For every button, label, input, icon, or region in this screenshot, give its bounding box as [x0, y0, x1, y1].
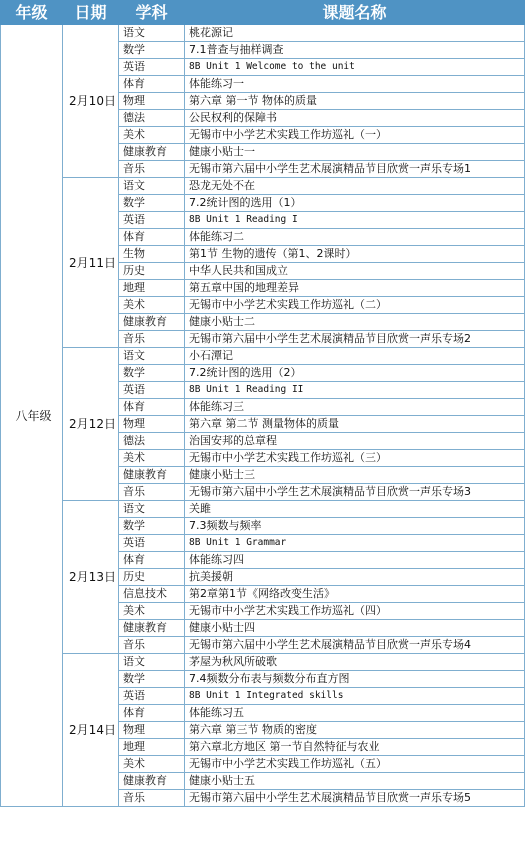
- subject-cell: 语文: [119, 654, 185, 671]
- subject-cell: 美术: [119, 297, 185, 314]
- topic-cell: 健康小贴士四: [185, 620, 525, 637]
- subject-cell: 语文: [119, 25, 185, 42]
- topic-cell: 第六章 第一节 物体的质量: [185, 93, 525, 110]
- topic-cell: 公民权利的保障书: [185, 110, 525, 127]
- topic-cell: 7.1普查与抽样调查: [185, 42, 525, 59]
- subject-cell: 数学: [119, 518, 185, 535]
- topic-cell: 治国安邦的总章程: [185, 433, 525, 450]
- subject-cell: 物理: [119, 722, 185, 739]
- table-row: [1, 501, 525, 518]
- subject-cell: 音乐: [119, 331, 185, 348]
- date-cell: 2月11日: [63, 178, 119, 348]
- topic-cell: 健康小贴士三: [185, 467, 525, 484]
- subject-cell: 英语: [119, 59, 185, 76]
- topic-cell: 体能练习一: [185, 76, 525, 93]
- subject-cell: 英语: [119, 382, 185, 399]
- subject-cell: 美术: [119, 756, 185, 773]
- topic-cell: 体能练习五: [185, 705, 525, 722]
- subject-cell: 美术: [119, 127, 185, 144]
- topic-cell: 无锡市中小学艺术实践工作坊巡礼（二）: [185, 297, 525, 314]
- topic-cell: 无锡市中小学艺术实践工作坊巡礼（五）: [185, 756, 525, 773]
- topic-cell: 抗美援朝: [185, 569, 525, 586]
- header-grade: 年级: [1, 1, 63, 25]
- table-body: [1, 25, 525, 807]
- topic-cell: 健康小贴士二: [185, 314, 525, 331]
- subject-cell: 音乐: [119, 484, 185, 501]
- subject-cell: 体育: [119, 229, 185, 246]
- subject-cell: 健康教育: [119, 620, 185, 637]
- topic-cell: 第六章北方地区 第一节自然特征与农业: [185, 739, 525, 756]
- subject-cell: 数学: [119, 365, 185, 382]
- header-topic: 课题名称: [185, 1, 525, 25]
- date-cell: 2月14日: [63, 654, 119, 807]
- subject-cell: 体育: [119, 552, 185, 569]
- topic-cell: 无锡市第六届中小学生艺术展演精品节目欣赏一声乐专场4: [185, 637, 525, 654]
- topic-cell: 无锡市中小学艺术实践工作坊巡礼（四）: [185, 603, 525, 620]
- subject-cell: 德法: [119, 433, 185, 450]
- subject-cell: 德法: [119, 110, 185, 127]
- subject-cell: 历史: [119, 263, 185, 280]
- topic-cell: 第1节 生物的遗传（第1、2课时）: [185, 246, 525, 263]
- subject-cell: 美术: [119, 603, 185, 620]
- topic-cell: 8B Unit 1 Integrated skills: [185, 688, 525, 705]
- subject-cell: 体育: [119, 705, 185, 722]
- topic-cell: 茅屋为秋风所破歌: [185, 654, 525, 671]
- topic-cell: 无锡市中小学艺术实践工作坊巡礼（三）: [185, 450, 525, 467]
- topic-cell: 体能练习三: [185, 399, 525, 416]
- topic-cell: 7.2统计图的选用（2）: [185, 365, 525, 382]
- subject-cell: 历史: [119, 569, 185, 586]
- header-subject: 学科: [119, 1, 185, 25]
- subject-cell: 体育: [119, 399, 185, 416]
- date-cell: 2月12日: [63, 348, 119, 501]
- table-row: [1, 178, 525, 195]
- subject-cell: 信息技术: [119, 586, 185, 603]
- subject-cell: 英语: [119, 688, 185, 705]
- subject-cell: 健康教育: [119, 314, 185, 331]
- topic-cell: 恐龙无处不在: [185, 178, 525, 195]
- subject-cell: 地理: [119, 280, 185, 297]
- topic-cell: 7.3频数与频率: [185, 518, 525, 535]
- topic-cell: 8B Unit 1 Grammar: [185, 535, 525, 552]
- subject-cell: 生物: [119, 246, 185, 263]
- subject-cell: 音乐: [119, 161, 185, 178]
- subject-cell: 英语: [119, 535, 185, 552]
- topic-cell: 体能练习四: [185, 552, 525, 569]
- grade-cell: 八年级: [1, 25, 63, 807]
- subject-cell: 语文: [119, 348, 185, 365]
- topic-cell: 第六章 第三节 物质的密度: [185, 722, 525, 739]
- subject-cell: 语文: [119, 178, 185, 195]
- topic-cell: 第六章 第二节 测量物体的质量: [185, 416, 525, 433]
- topic-cell: 无锡市中小学艺术实践工作坊巡礼（一）: [185, 127, 525, 144]
- table-row: [1, 25, 525, 42]
- table-row: [1, 654, 525, 671]
- topic-cell: 8B Unit 1 Reading I: [185, 212, 525, 229]
- subject-cell: 语文: [119, 501, 185, 518]
- subject-cell: 数学: [119, 195, 185, 212]
- subject-cell: 健康教育: [119, 144, 185, 161]
- topic-cell: 7.2统计图的选用（1）: [185, 195, 525, 212]
- subject-cell: 地理: [119, 739, 185, 756]
- subject-cell: 体育: [119, 76, 185, 93]
- topic-cell: 第2章第1节《网络改变生活》: [185, 586, 525, 603]
- topic-cell: 桃花源记: [185, 25, 525, 42]
- subject-cell: 美术: [119, 450, 185, 467]
- subject-cell: 音乐: [119, 790, 185, 807]
- table-row: [1, 348, 525, 365]
- subject-cell: 健康教育: [119, 467, 185, 484]
- topic-cell: 无锡市第六届中小学生艺术展演精品节目欣赏一声乐专场5: [185, 790, 525, 807]
- table-header: [1, 1, 525, 25]
- topic-cell: 8B Unit 1 Reading II: [185, 382, 525, 399]
- topic-cell: 中华人民共和国成立: [185, 263, 525, 280]
- topic-cell: 7.4频数分布表与频数分布直方图: [185, 671, 525, 688]
- subject-cell: 数学: [119, 671, 185, 688]
- topic-cell: 8B Unit 1 Welcome to the unit: [185, 59, 525, 76]
- subject-cell: 物理: [119, 93, 185, 110]
- date-cell: 2月13日: [63, 501, 119, 654]
- topic-cell: 第五章中国的地理差异: [185, 280, 525, 297]
- topic-cell: 健康小贴士五: [185, 773, 525, 790]
- topic-cell: 体能练习二: [185, 229, 525, 246]
- topic-cell: 健康小贴士一: [185, 144, 525, 161]
- subject-cell: 物理: [119, 416, 185, 433]
- subject-cell: 英语: [119, 212, 185, 229]
- topic-cell: 关雎: [185, 501, 525, 518]
- topic-cell: 无锡市第六届中小学生艺术展演精品节目欣赏一声乐专场3: [185, 484, 525, 501]
- topic-cell: 无锡市第六届中小学生艺术展演精品节目欣赏一声乐专场2: [185, 331, 525, 348]
- subject-cell: 音乐: [119, 637, 185, 654]
- header-row: [1, 1, 525, 25]
- header-date: 日期: [63, 1, 119, 25]
- topic-cell: 小石潭记: [185, 348, 525, 365]
- subject-cell: 数学: [119, 42, 185, 59]
- topic-cell: 无锡市第六届中小学生艺术展演精品节目欣赏一声乐专场1: [185, 161, 525, 178]
- date-cell: 2月10日: [63, 25, 119, 178]
- subject-cell: 健康教育: [119, 773, 185, 790]
